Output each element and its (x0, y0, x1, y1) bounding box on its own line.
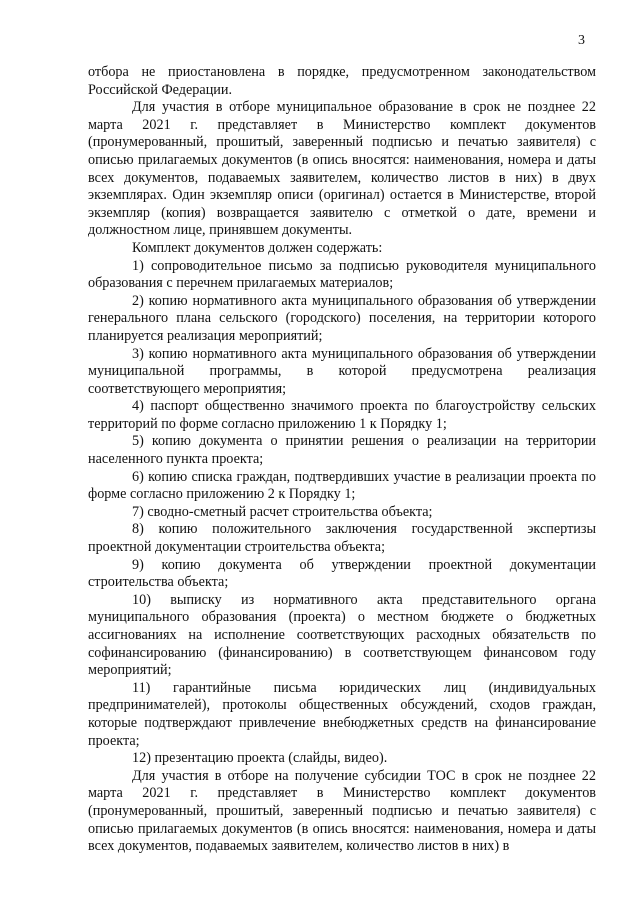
list-item-12: 12) презентацию проекта (слайды, видео). (132, 750, 388, 767)
list-item-3: 3) копию нормативного акта муниципального образования об утверждении муниципальной программы, в которой предусмотрена реализация соответствующего мероприятия; (88, 345, 596, 397)
paragraph-continuation: отбора не приостановлена в порядке, предусмотренном законодательством Российской Федерации. (88, 64, 596, 98)
list-item-11: 11) гарантийные письма юридических лиц (индивидуальных предпринимателей), протоколы общественных обсуждений, сходов граждан, которые подтверждают привлечение внебюджетных средств на финансирование проекта; (88, 679, 596, 749)
paragraph-submission-rules: Для участия в отборе муниципальное образование в срок не позднее 22 марта 2021 г. представляет в Министерство комплект документов (пронумерованный, прошитый, заверенный подписью и печатью заявителя) с описью прилагаемых документов (в опись вносятся: наименования, номера и даты всех документов, подаваемых заявителем, количество листов в них) в двух экземплярах. Один экземпляр описи (оригинал) остается в Министерстве, второй экземпляр (копия) возвращается заявителю с отметкой о дате, времени и должностном лице, принявшем документы. (88, 99, 596, 239)
list-item-10: 10) выписку из нормативного акта представительного органа муниципального образования (проекта) о местном бюджете о бюджетных ассигнованиях на исполнение соответствующих расходных обязательств по софинансированию (финансированию) в соответствующем финансовом году мероприятий; (88, 591, 596, 679)
list-item-8: 8) копию положительного заключения государственной экспертизы проектной документации строительства объекта; (88, 521, 596, 556)
list-item-9: 9) копию документа об утверждении проектной документации строительства объекта; (88, 556, 596, 591)
paragraph-tos-submission: Для участия в отборе на получение субсидии ТОС в срок не позднее 22 марта 2021 г. представляет в Министерство комплект документов (пронумерованный, прошитый, заверенный подписью и печатью заявителя) с описью прилагаемых документов (в опись вносятся: наименования, номера и даты всех документов, подаваемых заявителем, количество листов в них) в (88, 767, 596, 855)
document-body (88, 64, 596, 856)
list-item-1: 1) сопроводительное письмо за подписью руководителя муниципального образования с перечнем прилагаемых материалов; (88, 257, 596, 292)
page-number: 3 (578, 33, 585, 48)
list-item-5: 5) копию документа о принятии решения о реализации на территории населенного пункта проекта; (88, 433, 596, 468)
list-item-7: 7) сводно-сметный расчет строительства объекта; (132, 503, 433, 520)
paragraph-package-contents: Комплект документов должен содержать: (132, 239, 383, 256)
list-item-4: 4) паспорт общественно значимого проекта по благоустройству сельских территорий по форме согласно приложению 1 к Порядку 1; (88, 398, 596, 432)
list-item-6: 6) копию списка граждан, подтвердивших участие в реализации проекта по форме согласно приложению 2 к Порядку 1; (88, 468, 596, 503)
list-item-2: 2) копию нормативного акта муниципального образования об утверждении генерального плана сельского (городского) поселения, на территории которого планируется реализация мероприятий; (88, 292, 596, 344)
